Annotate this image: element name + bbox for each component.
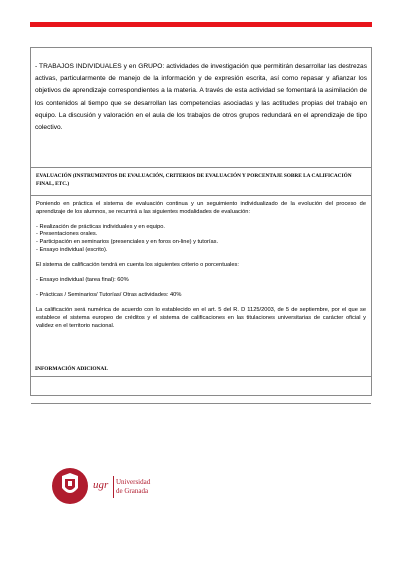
evaluation-intro: Poniendo en práctica el sistema de evaluación continua y un seguimiento individualizado de la evolución del proceso de aprendizaje de los alumnos, se recurrirá a las siguientes modalidades de evaluación: — [36, 201, 366, 215]
university-name — [116, 478, 150, 496]
evaluation-body-cell — [31, 196, 371, 404]
criterion-practices: - Prácticas / Seminarios/ Tutorías/ Otras actividades: 40% — [36, 292, 182, 299]
header-red-bar — [30, 22, 372, 27]
evaluation-item: - Presentaciones orales. — [36, 231, 98, 238]
logo-mark: ugr — [93, 479, 109, 491]
evaluation-item: - Realización de prácticas individuales y en equipo. — [36, 223, 165, 230]
criteria-intro: El sistema de calificación tendrá en cuenta los siguientes criterio o porcentuales: — [36, 261, 239, 268]
content-table — [30, 47, 372, 396]
grading-closing: La calificación será numérica de acuerdo con lo establecido en el art. 5 del R. D 1125/2003, de 5 de septiembre, por el que se establece el sistema europeo de créditos y el sistema de calificaciones en las titulaciones universitarias de carácter oficial y validez en el territorio nacional. — [36, 307, 366, 329]
logo-separator — [113, 476, 114, 498]
activities-cell — [31, 48, 371, 168]
criterion-essay: - Ensayo individual (tarea final): 60% — [36, 276, 129, 283]
evaluation-item: - Ensayo individual (escrito). — [36, 246, 108, 253]
university-line-1: Universidad — [116, 478, 151, 486]
university-crest-icon — [50, 466, 90, 506]
evaluation-heading-cell — [31, 168, 371, 196]
activities-paragraph: - TRABAJOS INDIVIDUALES y en GRUPO: actividades de investigación que permitirán desarrollar las destrezas activas, particularmente de manejo de la información y de expresión escrita, así como repasar y afianzar los objetivos de aprendizaje correspondientes a la materia. A través de esta actividad se fomentará la asimilación de los contenidos al tiempo que se desarrollan las competencias asociadas y las actitudes propias del trabajo en equipo. La discusión y valoración en el aula de los trabajos de otros grupos redundará en el aprendizaje de tipo colectivo. — [35, 63, 367, 132]
university-line-2: de Granada — [116, 487, 149, 495]
additional-info-divider — [30, 376, 372, 377]
additional-info-heading: INFORMACIÓN ADICIONAL — [35, 366, 108, 372]
evaluation-item: - Participación en seminarios (presenciales y en foros on-line) y tutorías. — [36, 238, 219, 245]
evaluation-heading: EVALUACIÓN (INSTRUMENTOS DE EVALUACIÓN, CRITERIOS DE EVALUACIÓN Y PORCENTAJE SOBRE LA CALIFICACIÓN FINAL, ETC.) — [36, 173, 352, 187]
evaluation-body — [36, 201, 366, 330]
